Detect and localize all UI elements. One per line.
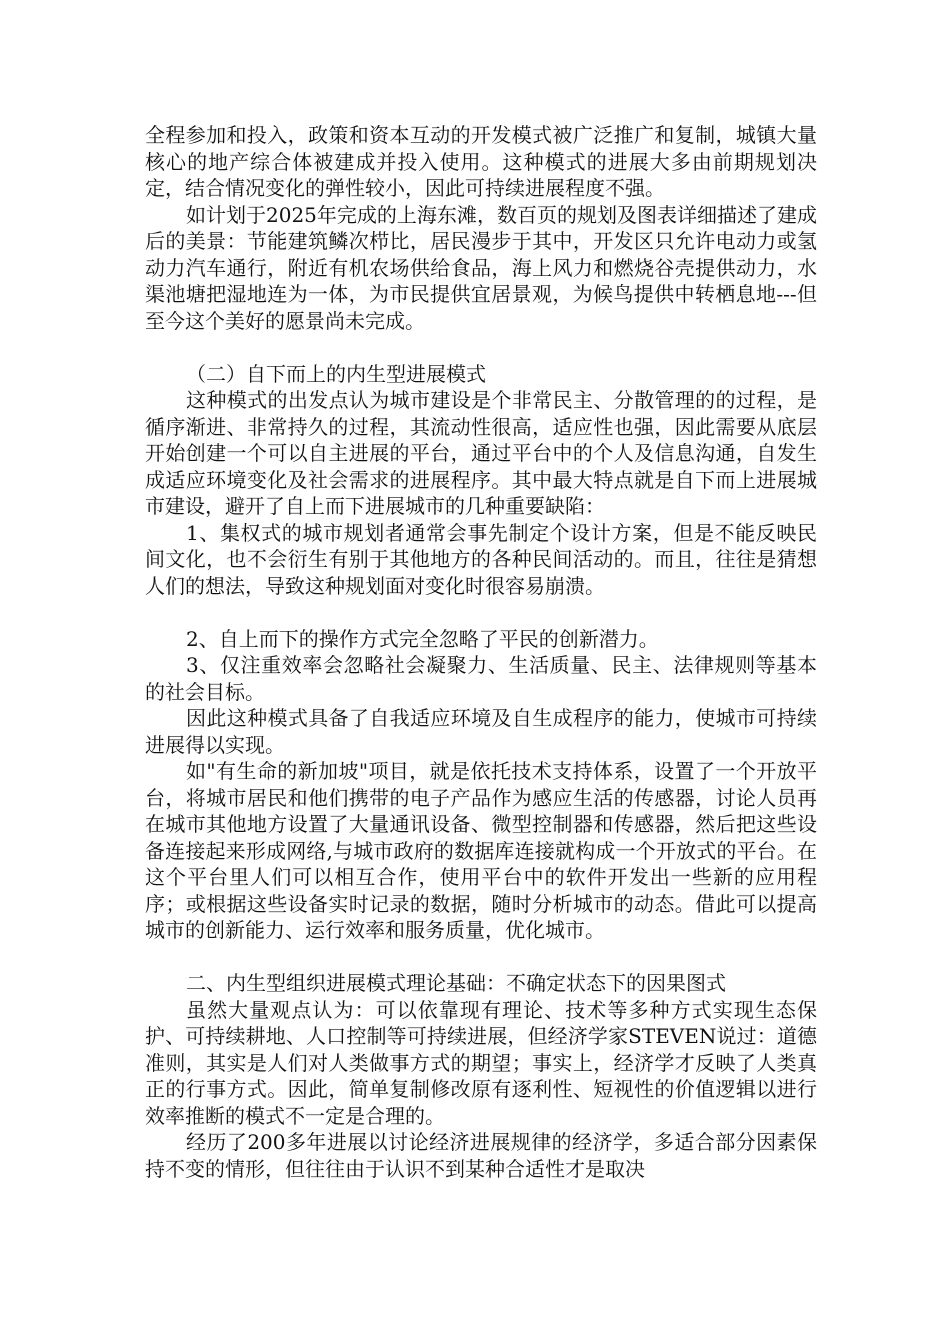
list-item-2: 2、自上而下的操作方式完全忽略了平民的创新潜力。: [186, 626, 659, 651]
paragraph-shanghai-dongtan: 如计划于2025年完成的上海东滩，数百页的规划及图表详细描述了建成后的美景：节能建筑鳞次栉比，居民漫步于其中，开发区只允许电动力或氢动力汽车通行，附近有机农场供给食品，海上风力和燃烧谷壳提供动力，水渠池塘把湿地连为一体，为市民提供宜居景观，为候鸟提供中转栖息地---但至今这个美好的愿景尚未完成。: [145, 202, 817, 333]
paragraph-self-adaptive: 因此这种模式具备了自我适应环境及自生成程序的能力，使城市可持续进展得以实现。: [145, 706, 817, 757]
section-heading-bottom-up: （二）自下而上的内生型进展模式: [186, 361, 486, 386]
paragraph-development-mode: 全程参加和投入，政策和资本互动的开发模式被广泛推广和复制，城镇大量核心的地产综合体被建成并投入使用。这种模式的进展大多由前期规划决定，结合情况变化的弹性较小，因此可持续进展程度不强。: [145, 123, 817, 200]
paragraph-steven-quote: 虽然大量观点认为：可以依靠现有理论、技术等多种方式实现生态保护、可持续耕地、人口控制等可持续进展，但经济学家STEVEN说过：道德准则，其实是人们对人类做事方式的期望；事实上，经济学才反映了人类真正的行事方式。因此，简单复制修改原有逐利性、短视性的价值逻辑以进行效率推断的模式不一定是合理的。: [145, 997, 817, 1128]
paragraph-economics-history: 经历了200多年进展以讨论经济进展规律的经济学，多适合部分因素保持不变的情形，但往往由于认识不到某种合适性才是取决: [145, 1130, 817, 1181]
list-item-1: 1、集权式的城市规划者通常会事先制定个设计方案，但是不能反映民间文化，也不会衍生有别于其他地方的各种民间活动的。而且，往往是猜想人们的想法，导致这种规划面对变化时很容易崩溃。: [145, 520, 817, 598]
paragraph-living-singapore: 如"有生命的新加坡"项目，就是依托技术支持体系，设置了一个开放平台，将城市居民和他们携带的电子产品作为感应生活的传感器，讨论人员再在城市其他地方设置了大量通讯设备、微型控制器和传感器，然后把这些设备连接起来形成网络,与城市政府的数据库连接就构成一个开放式的平台。在这个平台里人们可以相互合作，使用平台中的软件开发出一些新的应用程序；或根据这些设备实时记录的数据，随时分析城市的动态。借此可以提高城市的创新能力、运行效率和服务质量，优化城市。: [145, 759, 817, 942]
list-item-3: 3、仅注重效率会忽略社会凝聚力、生活质量、民主、法律规则等基本的社会目标。: [145, 653, 817, 704]
section-heading-theory: 二、内生型组织进展模式理论基础：不确定状态下的因果图式: [186, 971, 726, 995]
paragraph-bottom-up-description: 这种模式的出发点认为城市建设是个非常民主、分散管理的的过程，是循序渐进、非常持久的过程，其流动性很高，适应性也强，因此需要从底层开始创建一个可以自主进展的平台，通过平台中的个人及信息沟通，自发生成适应环境变化及社会需求的进展程序。其中最大特点就是自下而上进展城市建设，避开了自上而下进展城市的几种重要缺陷：: [145, 388, 817, 518]
document-page: [145, 122, 817, 1182]
